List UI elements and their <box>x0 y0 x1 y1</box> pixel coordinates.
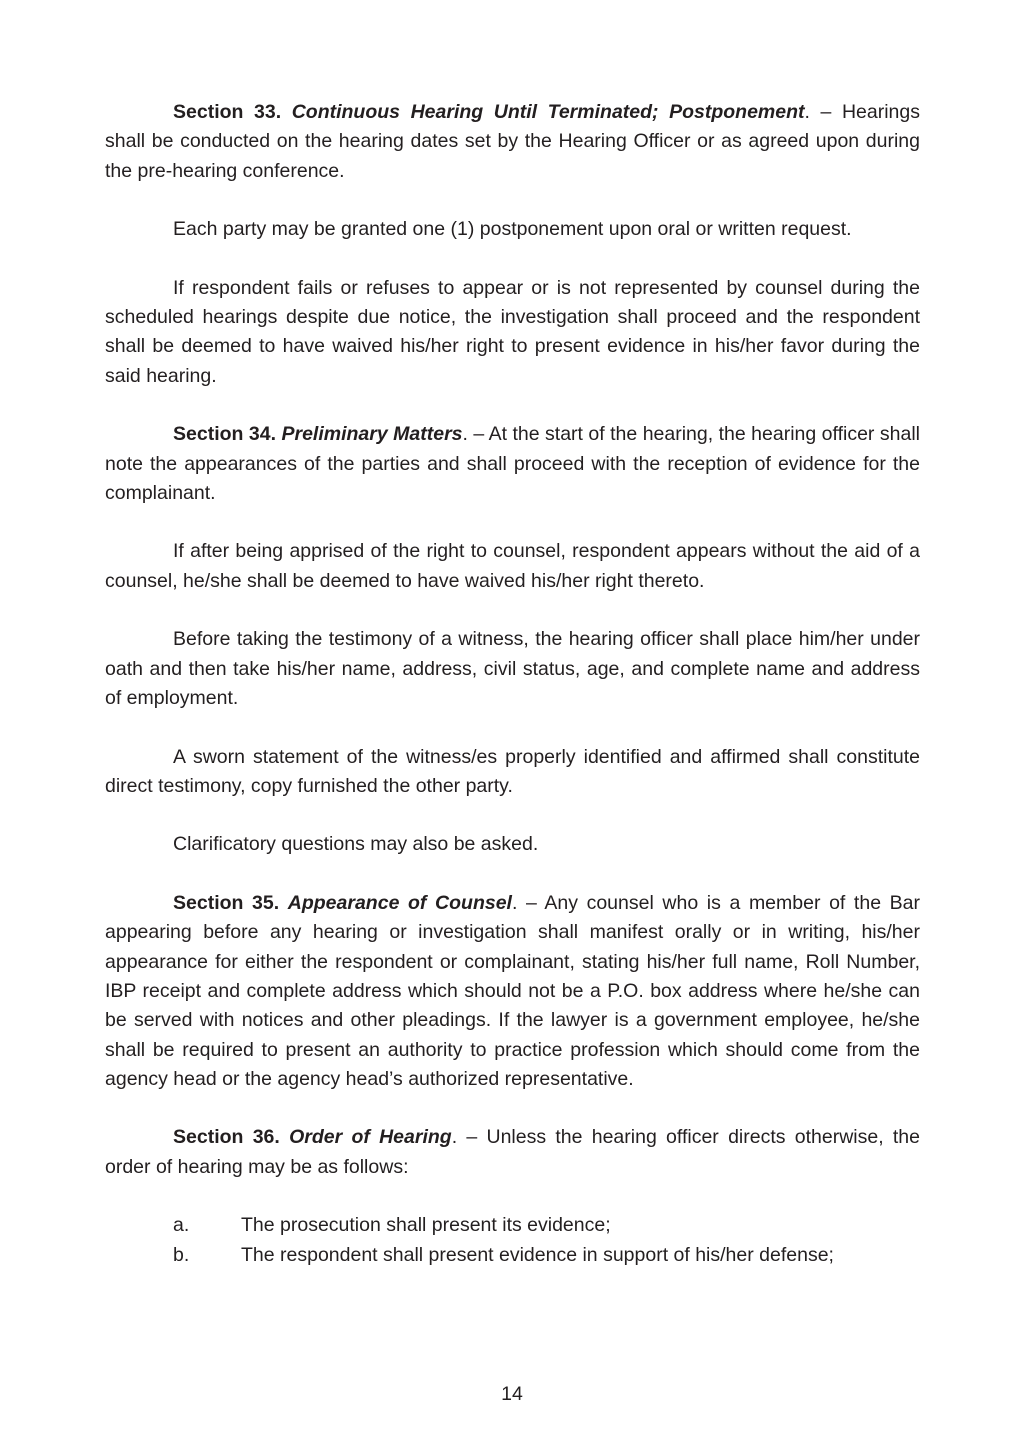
section-33-paragraph-2: Each party may be granted one (1) postponement upon oral or written request. <box>173 218 852 241</box>
section-36-punct: . – <box>451 1126 478 1149</box>
section-34-paragraph-2: If after being apprised of the right to counsel, respondent appears without the aid of a counsel, he/she shall be deemed to have waived his/her right thereto. <box>105 540 920 592</box>
page-body <box>105 98 920 1270</box>
order-of-hearing-list <box>105 1211 920 1270</box>
section-33-text: Hearings shall be conducted on the hearing dates set by the Hearing Officer or as agreed upon during the pre-hearing conference. <box>105 101 920 182</box>
section-33-paragraph-3: If respondent fails or refuses to appear or is not represented by counsel during the scheduled hearings despite due notice, the investigation shall proceed and the respondent shall be deemed to have waived his/her right to present evidence in his/her favor during the said hearing. <box>105 276 920 387</box>
section-35-heading: Section 35. <box>173 892 280 915</box>
list-item <box>105 1241 920 1270</box>
section-33-title: Continuous Hearing Until Terminated; Postponement <box>291 101 805 123</box>
section-34-paragraph-4: A sworn statement of the witness/es properly identified and affirmed shall constitute direct testimony, copy furnished the other party. <box>105 745 920 797</box>
section-34-punct: . – <box>462 423 485 446</box>
section-34-paragraph-5: Clarificatory questions may also be asked. <box>173 833 539 856</box>
list-item <box>105 1211 920 1240</box>
section-34-text: At the start of the hearing, the hearing officer shall note the appearances of the parties and shall proceed with the reception of evidence for the complainant. <box>105 423 920 504</box>
page-number: 14 <box>501 1383 523 1405</box>
section-33-paragraph <box>105 98 920 186</box>
section-33-punct: . – <box>804 101 832 123</box>
section-35-paragraph <box>105 889 920 1094</box>
section-33-heading: Section 33. <box>173 101 282 123</box>
section-34-paragraph <box>105 420 920 508</box>
section-36-title: Order of Hearing <box>289 1126 452 1149</box>
section-36-text: Unless the hearing officer directs otherwise, the order of hearing may be as follows: <box>105 1126 920 1178</box>
section-35-text: Any counsel who is a member of the Bar appearing before any hearing or investigation shall manifest orally or in writing, his/her appearance for either the respondent or complainant, stating his/her full name, Roll Number, IBP receipt and complete address which should not be a P.O. box address where he/she can be served with notices and other pleadings. If the lawyer is a government employee, he/she shall be required to present an authority to practice profession which should come from the agency head or the agency head’s authorized representative. <box>105 892 920 1090</box>
section-36-paragraph <box>105 1123 920 1182</box>
list-item-text: The prosecution shall present its evidence; <box>241 1214 611 1237</box>
section-34-heading: Section 34. <box>173 423 276 446</box>
section-34-title: Preliminary Matters <box>281 423 463 446</box>
section-36-heading: Section 36. <box>173 1126 280 1149</box>
list-item-marker: a. <box>173 1214 190 1237</box>
section-35-punct: . – <box>511 892 537 915</box>
section-35-title: Appearance of Counsel <box>287 892 512 915</box>
list-item-marker: b. <box>173 1243 190 1266</box>
section-34-paragraph-3: Before taking the testimony of a witness, the hearing officer shall place him/her under oath and then take his/her name, address, civil status, age, and complete name and address of employment. <box>105 628 920 709</box>
list-item-text: The respondent shall present evidence in support of his/her defense; <box>241 1243 834 1266</box>
